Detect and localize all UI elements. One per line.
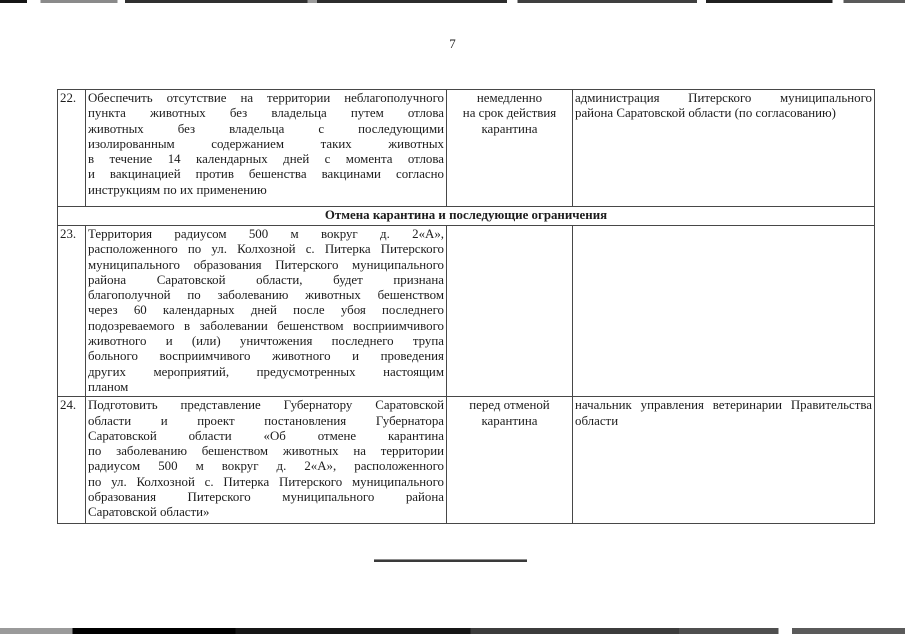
text-line: по ул. Колхозной с. Питерка Питерского муниципального <box>88 474 444 489</box>
text-line: образования Питерского муниципального района <box>88 490 444 505</box>
text-line: планом <box>88 379 129 394</box>
text-line: подозреваемого в заболевании бешенством восприимчивого <box>88 318 444 333</box>
scan-artifact-top-edge <box>0 0 905 3</box>
text-line: области и проект постановления Губернатора <box>88 413 444 428</box>
action-text <box>88 398 444 520</box>
term-text <box>449 91 570 137</box>
quarantine-plan-table <box>57 89 875 524</box>
text-line: животного и (или) уничтожения последнего трупа <box>88 334 444 349</box>
table-row-24 <box>58 397 875 524</box>
term-cell <box>447 226 573 397</box>
text-line: инструкциям по их применению <box>88 182 267 197</box>
text-line: по заболеванию бешенством животных на территории <box>88 444 444 459</box>
text-line: перед отменой <box>469 398 550 413</box>
responsible-text <box>575 398 872 429</box>
section-header: Отмена карантина и последующие ограничения <box>58 207 875 226</box>
responsible-text <box>575 91 872 122</box>
text-line: изолированным содержанием таких животных <box>88 136 444 151</box>
text-line: на срок действия <box>462 106 557 121</box>
text-line: района Саратовской области, будет признана <box>88 272 444 287</box>
responsible-cell <box>573 90 875 207</box>
action-text <box>88 227 444 395</box>
action-cell <box>86 90 447 207</box>
text-line: пункта животных без владельца путем отлова <box>88 106 444 121</box>
section-header-row <box>58 207 875 226</box>
scan-artifact-bottom-edge <box>0 628 905 634</box>
action-cell <box>86 226 447 397</box>
text-line: через 60 календарных дней после убоя последнего <box>88 303 444 318</box>
text-line: и вакцинацией против бешенства вакцинами согласно <box>88 167 444 182</box>
text-line: других мероприятий, предусмотренных настоящим <box>88 364 444 379</box>
footer-separator-rule <box>374 559 527 562</box>
text-line: радиусом 500 м вокруг д. 2«А», расположенного <box>88 459 444 474</box>
text-line: Территория радиусом 500 м вокруг д. 2«А», <box>88 227 444 241</box>
text-line: карантина <box>481 413 538 428</box>
text-line: Подготовить представление Губернатору Саратовской <box>88 398 444 413</box>
text-line: благополучной по заболеванию животных бешенством <box>88 288 444 303</box>
term-text <box>449 398 570 429</box>
action-cell <box>86 397 447 524</box>
text-line: Саратовской области» <box>88 505 210 520</box>
text-line: расположенного по ул. Колхозной с. Питерка Питерского <box>88 242 444 257</box>
text-line: животных без владельца с последующими <box>88 121 444 136</box>
action-text <box>88 91 444 198</box>
row-number-cell: 22. <box>58 90 86 207</box>
text-line: администрация Питерского муниципального <box>575 91 872 105</box>
text-line: Обеспечить отсутствие на территории неблагополучного <box>88 91 444 105</box>
text-line: района Саратовской области (по согласованию) <box>575 106 836 121</box>
row-number-cell: 23. <box>58 226 86 397</box>
term-cell <box>447 397 573 524</box>
table-row-23 <box>58 226 875 397</box>
term-cell <box>447 90 573 207</box>
responsible-cell <box>573 226 875 397</box>
text-line: немедленно <box>476 91 543 105</box>
text-line: карантина <box>481 121 538 136</box>
table-row-22 <box>58 90 875 207</box>
text-line: начальник управления ветеринарии Правительства <box>575 398 872 413</box>
text-line: муниципального образования Питерского муниципального <box>88 257 444 272</box>
row-number-cell: 24. <box>58 397 86 524</box>
text-line: Саратовской области «Об отмене карантина <box>88 428 444 443</box>
text-line: в течение 14 календарных дней с момента отлова <box>88 152 444 167</box>
page-number: 7 <box>449 36 456 51</box>
responsible-cell <box>573 397 875 524</box>
text-line: больного восприимчивого животного и проведения <box>88 349 444 364</box>
text-line: области <box>575 413 619 428</box>
